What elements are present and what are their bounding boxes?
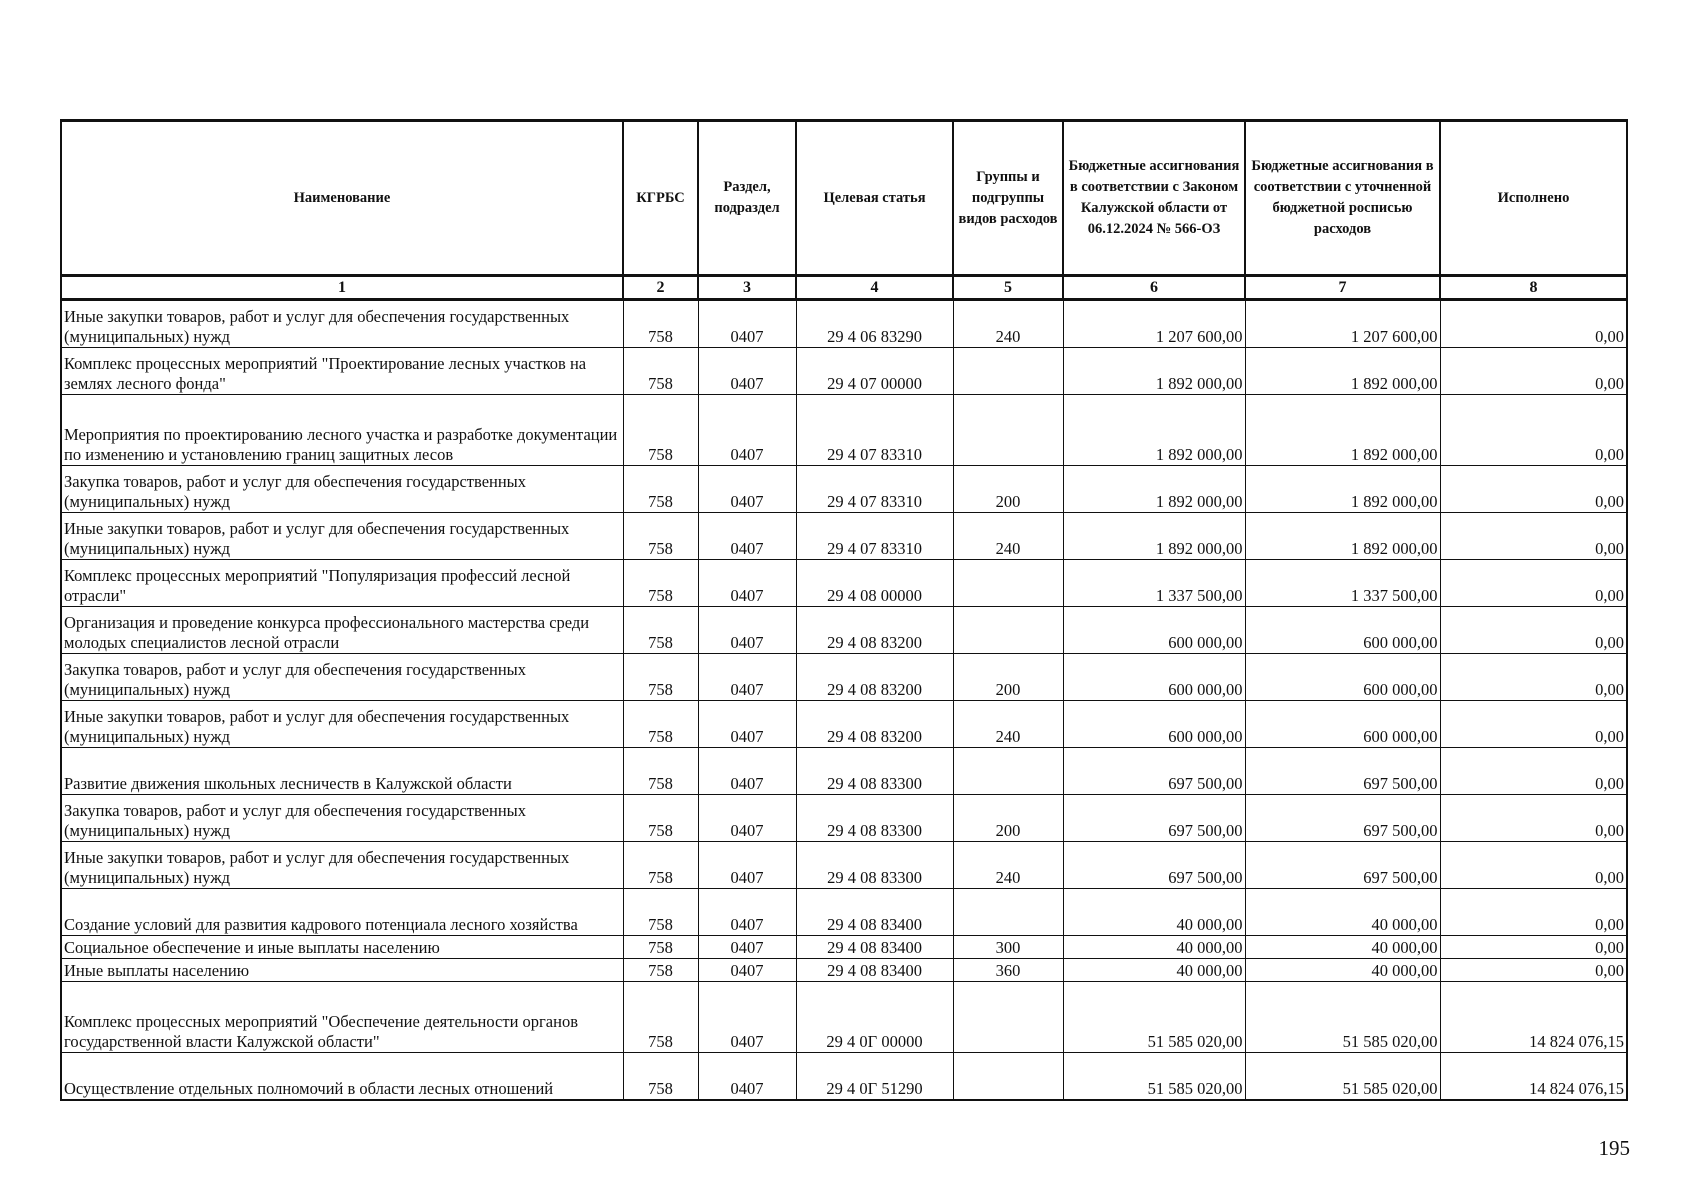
table-row <box>61 795 1627 842</box>
row-section: 0407 <box>698 300 796 348</box>
table-row <box>61 959 1627 982</box>
row-group: 200 <box>953 795 1063 842</box>
header-executed: Исполнено <box>1440 121 1627 276</box>
row-name: Комплекс процессных мероприятий "Проектирование лесных участков на землях лесного фонда" <box>61 348 623 395</box>
row-target: 29 4 08 83200 <box>796 607 953 654</box>
row-law: 697 500,00 <box>1063 842 1245 889</box>
row-section: 0407 <box>698 348 796 395</box>
row-refined: 51 585 020,00 <box>1245 982 1440 1053</box>
row-refined: 697 500,00 <box>1245 842 1440 889</box>
row-name: Иные закупки товаров, работ и услуг для обеспечения государственных (муниципальных) нужд <box>61 842 623 889</box>
row-law: 51 585 020,00 <box>1063 982 1245 1053</box>
header-section: Раздел, подраздел <box>698 121 796 276</box>
row-name: Иные закупки товаров, работ и услуг для обеспечения государственных (муниципальных) нужд <box>61 513 623 560</box>
row-section: 0407 <box>698 701 796 748</box>
row-name: Иные выплаты населению <box>61 959 623 982</box>
row-section: 0407 <box>698 607 796 654</box>
row-kgrbs: 758 <box>623 654 698 701</box>
row-executed: 0,00 <box>1440 466 1627 513</box>
row-target: 29 4 08 83200 <box>796 654 953 701</box>
row-target: 29 4 08 83400 <box>796 936 953 959</box>
row-law: 600 000,00 <box>1063 607 1245 654</box>
table-row <box>61 936 1627 959</box>
column-number: 1 <box>61 276 623 300</box>
row-target: 29 4 08 83400 <box>796 889 953 936</box>
column-number: 5 <box>953 276 1063 300</box>
row-group <box>953 1053 1063 1101</box>
row-kgrbs: 758 <box>623 466 698 513</box>
row-section: 0407 <box>698 795 796 842</box>
row-refined: 600 000,00 <box>1245 654 1440 701</box>
row-group: 300 <box>953 936 1063 959</box>
row-executed: 0,00 <box>1440 842 1627 889</box>
row-executed: 0,00 <box>1440 607 1627 654</box>
row-target: 29 4 08 83300 <box>796 842 953 889</box>
table-row <box>61 395 1627 466</box>
table-row <box>61 513 1627 560</box>
row-name: Создание условий для развития кадрового потенциала лесного хозяйства <box>61 889 623 936</box>
row-group <box>953 395 1063 466</box>
header-target: Целевая статья <box>796 121 953 276</box>
row-refined: 40 000,00 <box>1245 959 1440 982</box>
row-executed: 0,00 <box>1440 889 1627 936</box>
table-row <box>61 300 1627 348</box>
row-kgrbs: 758 <box>623 395 698 466</box>
row-law: 1 892 000,00 <box>1063 466 1245 513</box>
row-kgrbs: 758 <box>623 513 698 560</box>
row-group <box>953 560 1063 607</box>
row-section: 0407 <box>698 395 796 466</box>
row-law: 697 500,00 <box>1063 748 1245 795</box>
row-group: 360 <box>953 959 1063 982</box>
row-kgrbs: 758 <box>623 795 698 842</box>
row-refined: 1 892 000,00 <box>1245 466 1440 513</box>
row-target: 29 4 07 83310 <box>796 513 953 560</box>
row-group: 240 <box>953 701 1063 748</box>
row-name: Иные закупки товаров, работ и услуг для обеспечения государственных (муниципальных) нужд <box>61 701 623 748</box>
table-row <box>61 348 1627 395</box>
row-target: 29 4 08 83200 <box>796 701 953 748</box>
row-kgrbs: 758 <box>623 982 698 1053</box>
row-refined: 40 000,00 <box>1245 936 1440 959</box>
row-executed: 14 824 076,15 <box>1440 982 1627 1053</box>
row-executed: 0,00 <box>1440 395 1627 466</box>
column-number-row <box>61 276 1627 300</box>
row-refined: 40 000,00 <box>1245 889 1440 936</box>
row-name: Закупка товаров, работ и услуг для обеспечения государственных (муниципальных) нужд <box>61 654 623 701</box>
row-law: 1 207 600,00 <box>1063 300 1245 348</box>
row-law: 40 000,00 <box>1063 936 1245 959</box>
row-section: 0407 <box>698 748 796 795</box>
row-executed: 0,00 <box>1440 959 1627 982</box>
table-row <box>61 560 1627 607</box>
column-number: 8 <box>1440 276 1627 300</box>
row-kgrbs: 758 <box>623 701 698 748</box>
row-law: 697 500,00 <box>1063 795 1245 842</box>
table-row <box>61 982 1627 1053</box>
row-law: 600 000,00 <box>1063 654 1245 701</box>
table-row <box>61 701 1627 748</box>
row-refined: 1 892 000,00 <box>1245 513 1440 560</box>
row-executed: 0,00 <box>1440 513 1627 560</box>
row-section: 0407 <box>698 936 796 959</box>
row-law: 1 892 000,00 <box>1063 395 1245 466</box>
row-target: 29 4 07 00000 <box>796 348 953 395</box>
row-group: 200 <box>953 654 1063 701</box>
row-name: Мероприятия по проектированию лесного участка и разработке документации по изменению и установлению границ защитных лесов <box>61 395 623 466</box>
row-kgrbs: 758 <box>623 842 698 889</box>
column-number: 6 <box>1063 276 1245 300</box>
row-executed: 0,00 <box>1440 795 1627 842</box>
row-name: Комплекс процессных мероприятий "Обеспечение деятельности органов государственной власти Калужской области" <box>61 982 623 1053</box>
row-section: 0407 <box>698 466 796 513</box>
row-group: 240 <box>953 842 1063 889</box>
column-number: 4 <box>796 276 953 300</box>
row-group: 240 <box>953 513 1063 560</box>
row-target: 29 4 07 83310 <box>796 466 953 513</box>
row-executed: 0,00 <box>1440 701 1627 748</box>
row-refined: 600 000,00 <box>1245 701 1440 748</box>
row-refined: 51 585 020,00 <box>1245 1053 1440 1101</box>
row-refined: 697 500,00 <box>1245 795 1440 842</box>
row-name: Закупка товаров, работ и услуг для обеспечения государственных (муниципальных) нужд <box>61 795 623 842</box>
row-kgrbs: 758 <box>623 607 698 654</box>
row-law: 1 892 000,00 <box>1063 513 1245 560</box>
table-row <box>61 466 1627 513</box>
budget-table <box>60 119 1628 1101</box>
row-name: Социальное обеспечение и иные выплаты населению <box>61 936 623 959</box>
row-kgrbs: 758 <box>623 560 698 607</box>
row-target: 29 4 07 83310 <box>796 395 953 466</box>
row-target: 29 4 0Г 51290 <box>796 1053 953 1101</box>
row-name: Комплекс процессных мероприятий "Популяризация профессий лесной отрасли" <box>61 560 623 607</box>
row-executed: 0,00 <box>1440 654 1627 701</box>
row-law: 40 000,00 <box>1063 889 1245 936</box>
row-executed: 0,00 <box>1440 936 1627 959</box>
row-target: 29 4 08 83300 <box>796 795 953 842</box>
row-group <box>953 982 1063 1053</box>
row-refined: 1 207 600,00 <box>1245 300 1440 348</box>
row-refined: 1 892 000,00 <box>1245 348 1440 395</box>
table-row <box>61 1053 1627 1101</box>
row-target: 29 4 08 83400 <box>796 959 953 982</box>
row-target: 29 4 0Г 00000 <box>796 982 953 1053</box>
row-kgrbs: 758 <box>623 889 698 936</box>
row-name: Развитие движения школьных лесничеств в Калужской области <box>61 748 623 795</box>
header-refined: Бюджетные ассигнования в соответствии с уточненной бюджетной росписью расходов <box>1245 121 1440 276</box>
row-executed: 0,00 <box>1440 348 1627 395</box>
header-name: Наименование <box>61 121 623 276</box>
row-section: 0407 <box>698 654 796 701</box>
column-number: 7 <box>1245 276 1440 300</box>
row-kgrbs: 758 <box>623 936 698 959</box>
row-section: 0407 <box>698 982 796 1053</box>
table-row <box>61 654 1627 701</box>
row-law: 600 000,00 <box>1063 701 1245 748</box>
row-law: 1 892 000,00 <box>1063 348 1245 395</box>
row-law: 51 585 020,00 <box>1063 1053 1245 1101</box>
row-section: 0407 <box>698 842 796 889</box>
row-target: 29 4 08 00000 <box>796 560 953 607</box>
row-group <box>953 889 1063 936</box>
row-law: 40 000,00 <box>1063 959 1245 982</box>
column-number: 2 <box>623 276 698 300</box>
table-row <box>61 748 1627 795</box>
row-group <box>953 748 1063 795</box>
row-target: 29 4 06 83290 <box>796 300 953 348</box>
row-kgrbs: 758 <box>623 1053 698 1101</box>
row-executed: 0,00 <box>1440 300 1627 348</box>
row-section: 0407 <box>698 889 796 936</box>
column-number: 3 <box>698 276 796 300</box>
row-kgrbs: 758 <box>623 348 698 395</box>
table-header-row <box>61 121 1627 276</box>
header-groups: Группы и подгруппы видов расходов <box>953 121 1063 276</box>
page-number: 195 <box>1598 1136 1630 1160</box>
row-executed: 0,00 <box>1440 748 1627 795</box>
row-executed: 0,00 <box>1440 560 1627 607</box>
row-group <box>953 607 1063 654</box>
row-group: 200 <box>953 466 1063 513</box>
header-law: Бюджетные ассигнования в соответствии с Законом Калужской области от 06.12.2024 № 566-ОЗ <box>1063 121 1245 276</box>
row-section: 0407 <box>698 959 796 982</box>
table-row <box>61 607 1627 654</box>
row-refined: 1 892 000,00 <box>1245 395 1440 466</box>
row-target: 29 4 08 83300 <box>796 748 953 795</box>
row-name: Иные закупки товаров, работ и услуг для обеспечения государственных (муниципальных) нужд <box>61 300 623 348</box>
row-refined: 697 500,00 <box>1245 748 1440 795</box>
row-group: 240 <box>953 300 1063 348</box>
row-executed: 14 824 076,15 <box>1440 1053 1627 1101</box>
row-law: 1 337 500,00 <box>1063 560 1245 607</box>
row-kgrbs: 758 <box>623 300 698 348</box>
row-section: 0407 <box>698 513 796 560</box>
row-section: 0407 <box>698 1053 796 1101</box>
row-kgrbs: 758 <box>623 959 698 982</box>
header-kgrbs: КГРБС <box>623 121 698 276</box>
row-kgrbs: 758 <box>623 748 698 795</box>
row-name: Осуществление отдельных полномочий в области лесных отношений <box>61 1053 623 1101</box>
table-row <box>61 889 1627 936</box>
row-group <box>953 348 1063 395</box>
table-row <box>61 842 1627 889</box>
row-name: Закупка товаров, работ и услуг для обеспечения государственных (муниципальных) нужд <box>61 466 623 513</box>
row-section: 0407 <box>698 560 796 607</box>
row-name: Организация и проведение конкурса профессионального мастерства среди молодых специалистов лесной отрасли <box>61 607 623 654</box>
row-refined: 1 337 500,00 <box>1245 560 1440 607</box>
row-refined: 600 000,00 <box>1245 607 1440 654</box>
